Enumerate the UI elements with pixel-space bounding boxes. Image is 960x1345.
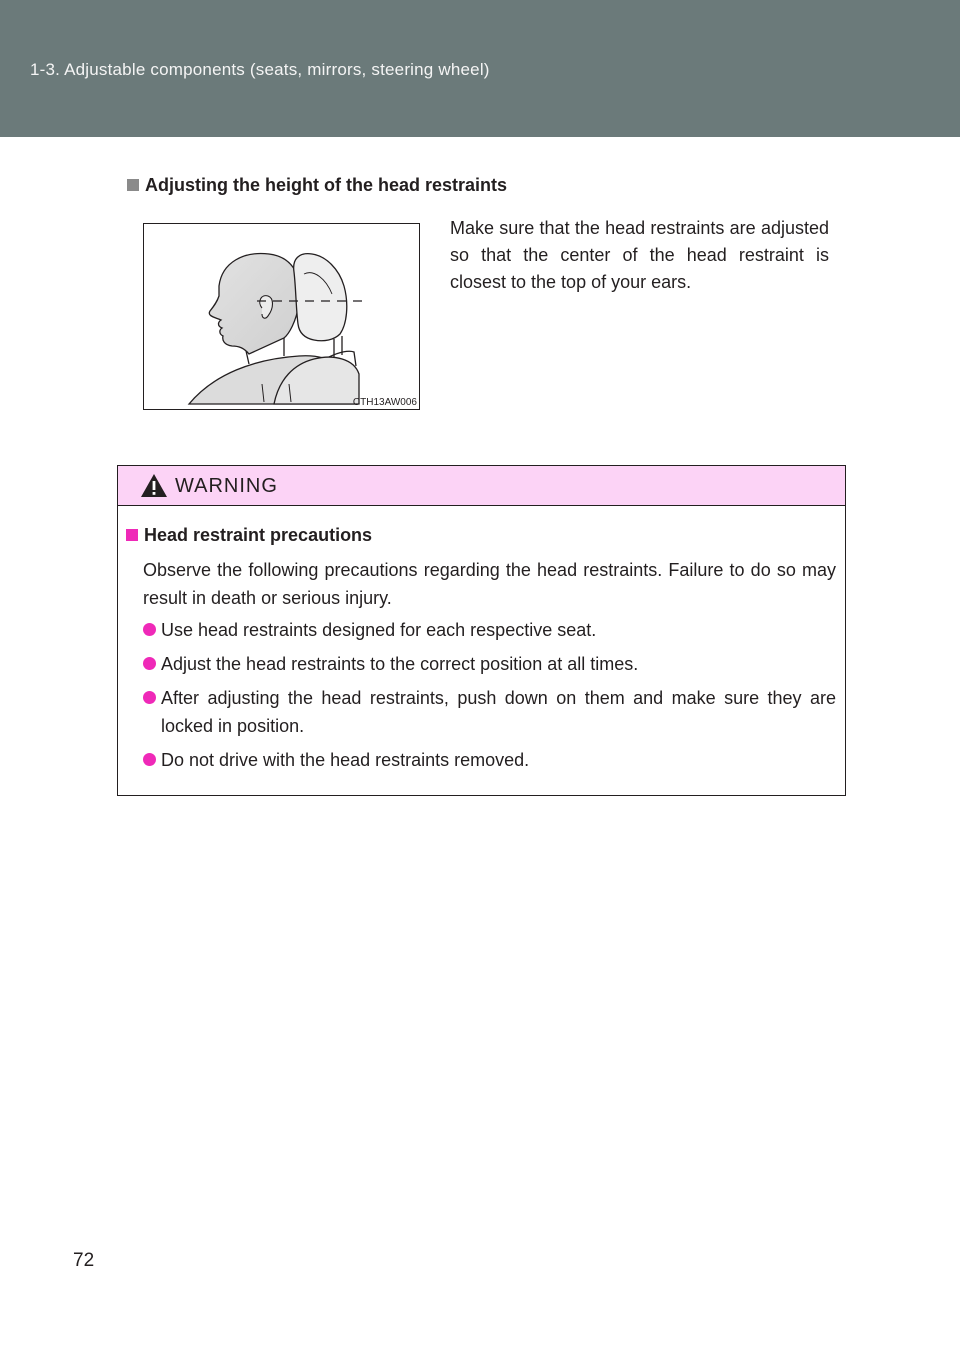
bullet-text: Adjust the head restraints to the correct position at all times.: [161, 654, 639, 674]
head-profile-drawing: [144, 224, 419, 409]
filled-circle-icon: [143, 623, 156, 636]
bullet-text: After adjusting the head restraints, push down on them and make sure they are locked in position.: [161, 688, 836, 736]
square-icon: [127, 179, 139, 191]
bullet-text: Do not drive with the head restraints removed.: [161, 750, 530, 770]
page-number: 72: [73, 1250, 95, 1271]
warning-box: [117, 465, 846, 796]
warning-heading-text: Head restraint precautions: [144, 525, 373, 545]
filled-circle-icon: [143, 657, 156, 670]
page-header-band: [0, 0, 960, 137]
intro-paragraph: Make sure that the head restraints are adjusted so that the center of the head restraint is closest to the top of your ears.: [450, 218, 829, 292]
list-item: [143, 746, 836, 774]
warning-label: WARNING: [175, 475, 278, 497]
square-icon: [126, 529, 138, 541]
section-heading-text: Adjusting the height of the head restraints: [145, 175, 508, 195]
filled-circle-icon: [143, 691, 156, 704]
figure-code: CTH13AW006: [352, 397, 417, 408]
warning-heading: [126, 525, 372, 546]
warning-bullet-list: [143, 616, 836, 780]
chapter-title: 1-3. Adjustable components (seats, mirrors, steering wheel): [30, 60, 490, 79]
list-item: [143, 616, 836, 644]
list-item: [143, 650, 836, 678]
warning-intro: Observe the following precautions regarding the head restraints. Failure to do so may result in death or serious injury.: [143, 560, 836, 608]
bullet-text: Use head restraints designed for each respective seat.: [161, 620, 597, 640]
warning-triangle-icon: [140, 473, 168, 498]
list-item: [143, 684, 836, 740]
warning-header: [118, 466, 845, 506]
head-restraint-illustration: [143, 223, 420, 410]
filled-circle-icon: [143, 753, 156, 766]
section-heading: [127, 175, 507, 196]
